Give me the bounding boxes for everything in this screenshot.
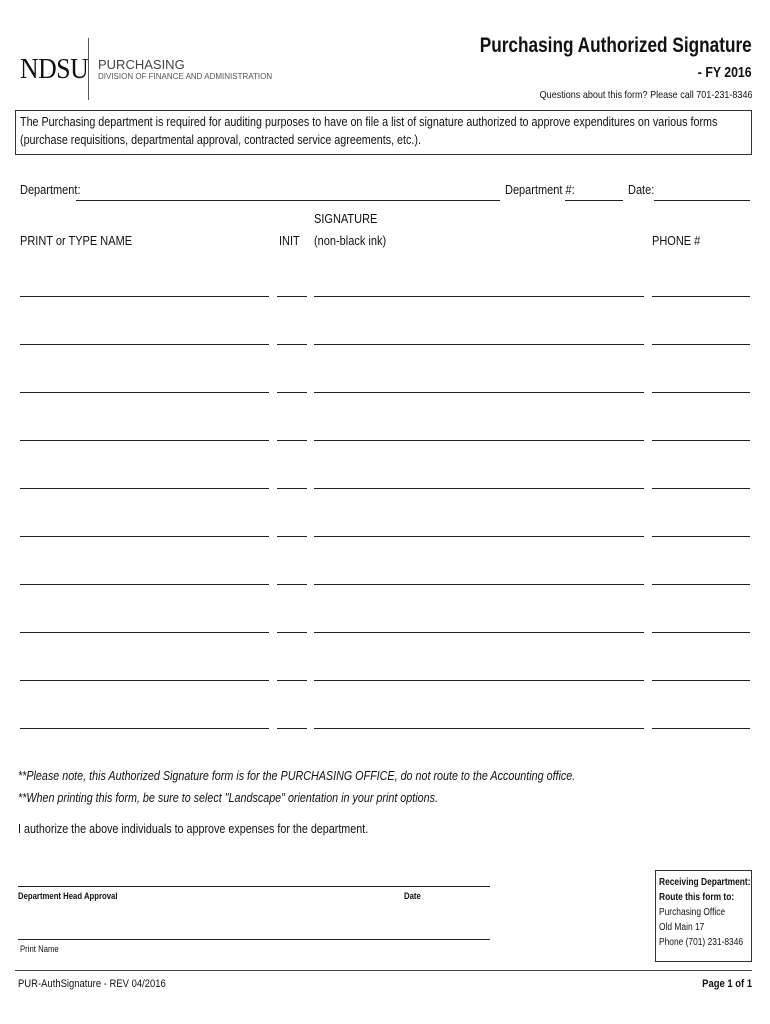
phone-field[interactable] [652,440,750,441]
routing-box [655,870,752,962]
phone-field[interactable] [652,344,750,345]
footer-rule [15,970,752,971]
phone-field[interactable] [652,392,750,393]
routing-office: Purchasing Office [659,907,726,918]
department-head-signature-line[interactable] [18,886,490,887]
signature-field[interactable] [314,392,644,393]
department-name: PURCHASING [98,57,185,72]
department-number-field[interactable] [565,200,623,201]
name-field[interactable] [20,488,269,489]
intro-box [15,110,752,155]
date-field[interactable] [654,200,750,201]
name-field[interactable] [20,440,269,441]
init-field[interactable] [277,632,307,633]
print-name-label: Print Name [20,944,59,954]
date-label: Date: [628,183,655,197]
phone-field[interactable] [652,632,750,633]
name-field[interactable] [20,392,269,393]
form-title: Purchasing Authorized Signature [479,34,752,57]
division-name: DIVISION OF FINANCE AND ADMINISTRATION [98,72,273,81]
ndsu-logo: NDSU [20,54,89,85]
authorization-statement: I authorize the above individuals to approve expenses for the department. [18,822,369,836]
phone-field[interactable] [652,296,750,297]
signature-field[interactable] [314,344,644,345]
print-name-line[interactable] [18,939,490,940]
name-field[interactable] [20,296,269,297]
receiving-department-label: Receiving Department: [659,877,751,888]
column-name-header: PRINT or TYPE NAME [20,234,133,248]
phone-field[interactable] [652,536,750,537]
name-field[interactable] [20,344,269,345]
logo-divider [88,38,89,100]
name-field[interactable] [20,584,269,585]
routing-phone: Phone (701) 231-8346 [659,937,744,948]
column-phone-header: PHONE # [652,234,701,248]
init-field[interactable] [277,344,307,345]
init-field[interactable] [277,584,307,585]
init-field[interactable] [277,680,307,681]
signature-field[interactable] [314,296,644,297]
department-number-label: Department #: [505,183,575,197]
signature-field[interactable] [314,584,644,585]
signature-field[interactable] [314,440,644,441]
name-field[interactable] [20,728,269,729]
column-signature-subheader: (non-black ink) [314,234,387,248]
phone-field[interactable] [652,728,750,729]
department-field[interactable] [76,200,500,201]
signature-field[interactable] [314,488,644,489]
init-field[interactable] [277,392,307,393]
page-number: Page 1 of 1 [702,978,752,990]
department-label: Department: [20,183,81,197]
phone-field[interactable] [652,680,750,681]
signature-field[interactable] [314,536,644,537]
name-field[interactable] [20,632,269,633]
column-init-header: INIT [279,234,300,248]
signature-field[interactable] [314,728,644,729]
name-field[interactable] [20,536,269,537]
questions-contact: Questions about this form? Please call 701-231-8346 [539,89,752,101]
signature-field[interactable] [314,632,644,633]
form-revision-id: PUR-AuthSignature - REV 04/2016 [18,978,166,990]
department-head-approval-label: Department Head Approval [18,891,118,901]
name-field[interactable] [20,680,269,681]
init-field[interactable] [277,296,307,297]
phone-field[interactable] [652,488,750,489]
init-field[interactable] [277,488,307,489]
note-routing: **Please note, this Authorized Signature form is for the PURCHASING OFFICE, do not route to the Accounting office. [18,769,576,783]
routing-building: Old Main 17 [659,922,705,933]
intro-text: The Purchasing department is required for auditing purposes to have on file a list of signature authorized to approve expenditures on various forms (purchase requisitions, departmental approval, contracted service agreements, etc.). [20,115,718,147]
init-field[interactable] [277,440,307,441]
init-field[interactable] [277,728,307,729]
init-field[interactable] [277,536,307,537]
signature-field[interactable] [314,680,644,681]
route-to-label: Route this form to: [659,892,735,903]
fiscal-year: - FY 2016 [698,64,752,81]
phone-field[interactable] [652,584,750,585]
approval-date-label: Date [404,891,421,901]
column-signature-header: SIGNATURE [314,212,378,226]
note-landscape: **When printing this form, be sure to select "Landscape" orientation in your print options. [18,791,438,805]
